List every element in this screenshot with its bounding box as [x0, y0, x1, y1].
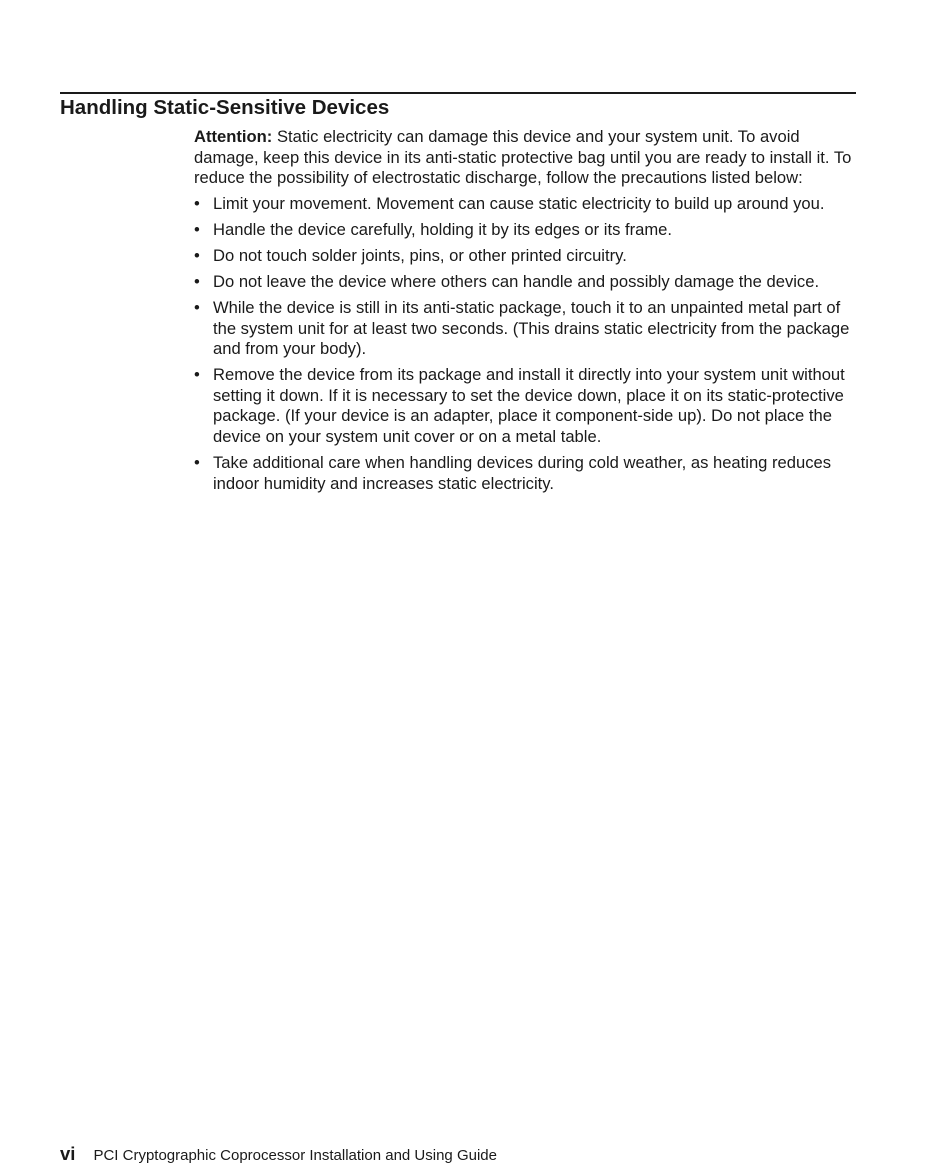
list-item-text: Take additional care when handling devices during cold weather, as heating reduces indoor humidity and increases static electricity. [213, 453, 832, 493]
bullet-icon: • [194, 245, 200, 265]
list-item-text: Do not touch solder joints, pins, or other printed circuitry. [213, 245, 627, 265]
attention-text: Static electricity can damage this device and your system unit. To avoid damage, keep this device in its anti-static protective bag until you are ready to install it. To reduce the possibility of electrostatic discharge, follow the precautions listed below: [194, 127, 852, 187]
page-footer [60, 1143, 497, 1167]
bullet-icon: • [194, 365, 200, 385]
bullet-icon: • [194, 453, 200, 473]
bullet-icon: • [194, 298, 200, 318]
list-item [194, 272, 856, 293]
list-item-text: Remove the device from its package and install it directly into your system unit without setting it down. If it is necessary to set the device down, place it on its static-protective package. (If your device is an adapter, place it component-side up). Do not place the device on your system unit cover or on a metal table. [213, 365, 845, 446]
list-item [194, 220, 856, 241]
bullet-icon: • [194, 219, 200, 239]
book-title: PCI Cryptographic Coprocessor Installation and Using Guide [93, 1147, 497, 1164]
list-item [194, 298, 856, 360]
list-item-text: While the device is still in its anti-static package, touch it to an unpainted metal part of the system unit for at least two seconds. (This drains static electricity from the package and from your body). [213, 298, 850, 359]
list-item-text: Limit your movement. Movement can cause static electricity to build up around you. [213, 193, 825, 213]
section-body [194, 127, 856, 500]
attention-label: Attention: [194, 127, 273, 146]
list-item [194, 194, 856, 215]
list-item [194, 246, 856, 267]
precautions-list [194, 194, 856, 495]
attention-paragraph [194, 127, 856, 189]
bullet-icon: • [194, 272, 200, 292]
section-title: Handling Static-Sensitive Devices [60, 96, 390, 119]
list-item [194, 365, 856, 447]
bullet-icon: • [194, 193, 200, 213]
list-item-text: Do not leave the device where others can handle and possibly damage the device. [213, 272, 820, 292]
page-number: vi [60, 1143, 76, 1164]
list-item [194, 453, 856, 494]
section-rule [60, 92, 856, 94]
list-item-text: Handle the device carefully, holding it by its edges or its frame. [213, 219, 673, 239]
